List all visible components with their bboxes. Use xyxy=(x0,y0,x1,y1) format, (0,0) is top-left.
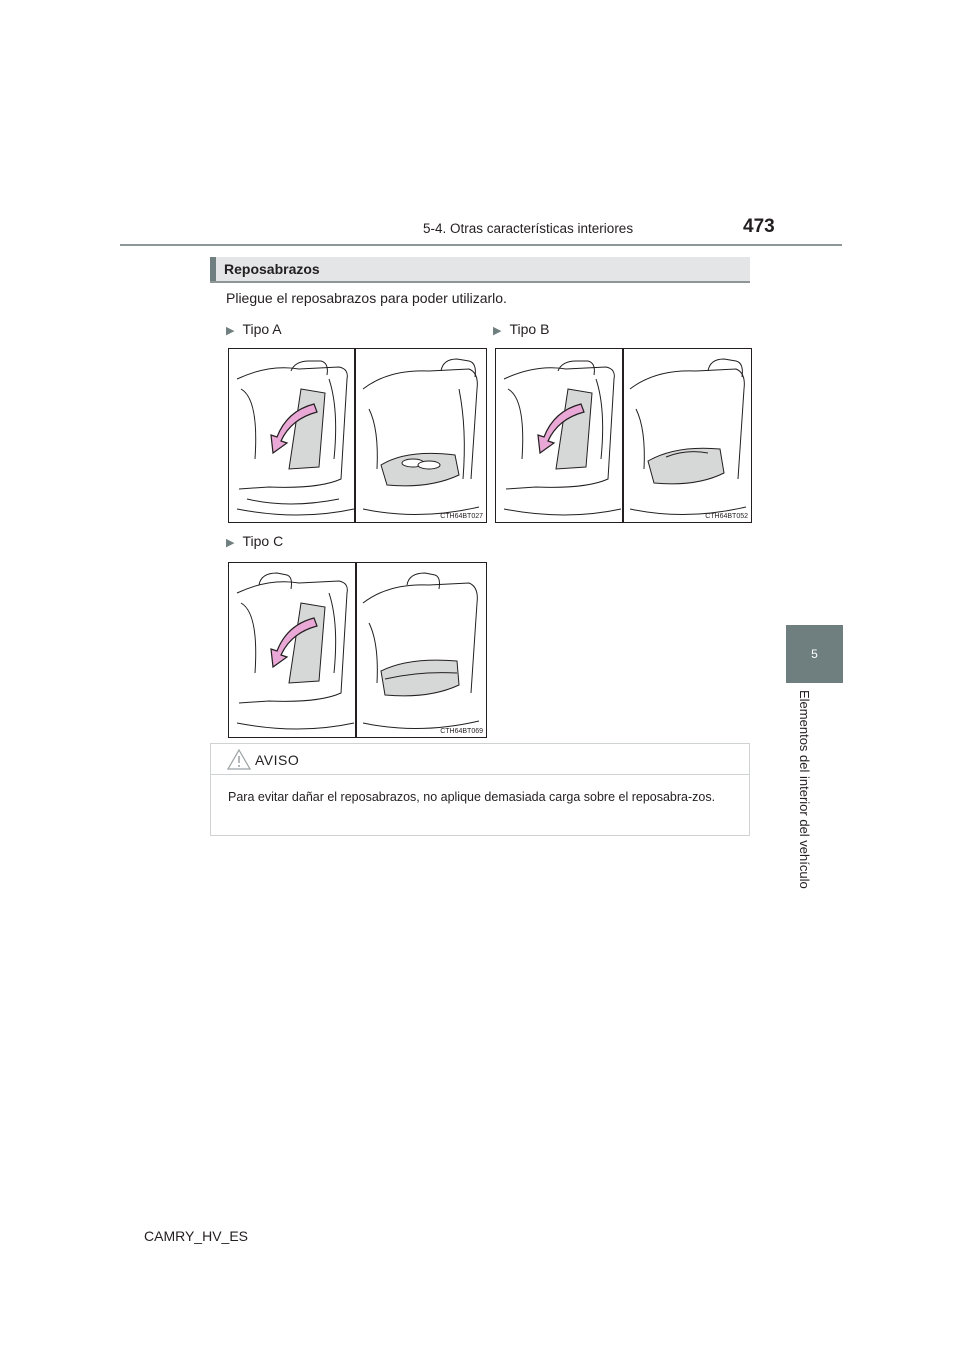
footer-model-code: CAMRY_HV_ES xyxy=(144,1228,249,1244)
running-header-section: 5-4. Otras características interiores xyxy=(423,221,634,236)
figure-type-b xyxy=(495,348,752,523)
type-b-label xyxy=(493,321,549,337)
type-b-text: Tipo B xyxy=(509,321,550,337)
warning-box xyxy=(210,743,750,836)
type-a-text: Tipo A xyxy=(242,321,282,337)
type-a-label xyxy=(226,321,282,337)
figure-type-c xyxy=(228,562,487,738)
section-marker xyxy=(210,257,216,281)
triangle-right-icon: ▶ xyxy=(493,325,502,337)
figure-code: CTH64BT069 xyxy=(440,728,483,735)
figure-code: CTH64BT027 xyxy=(440,513,483,520)
header-rule xyxy=(120,244,842,246)
armrest-illustration-a xyxy=(229,349,486,522)
chapter-number: 5 xyxy=(811,647,818,661)
chapter-side-title xyxy=(792,690,812,890)
chapter-title: Elementos del interior del vehículo xyxy=(797,690,812,889)
figure-type-a xyxy=(228,348,487,523)
armrest-illustration-b xyxy=(496,349,751,522)
warning-title: AVISO xyxy=(255,752,300,768)
armrest-illustration-c xyxy=(229,563,486,737)
warning-triangle-icon xyxy=(227,749,251,770)
type-c-text: Tipo C xyxy=(242,533,284,549)
triangle-right-icon: ▶ xyxy=(226,325,235,337)
figure-code: CTH64BT052 xyxy=(705,513,748,520)
intro-text: Pliegue el reposabrazos para poder utilizarlo. xyxy=(226,290,507,306)
warning-header xyxy=(211,744,749,775)
triangle-right-icon: ▶ xyxy=(226,537,235,549)
section-heading xyxy=(210,257,750,283)
page-number: 473 xyxy=(743,216,775,237)
chapter-tab xyxy=(786,625,843,683)
warning-text: Para evitar dañar el reposabrazos, no aplique demasiada carga sobre el reposabra-zos. xyxy=(228,790,716,804)
type-c-label xyxy=(226,533,283,549)
section-title: Reposabrazos xyxy=(224,261,320,277)
